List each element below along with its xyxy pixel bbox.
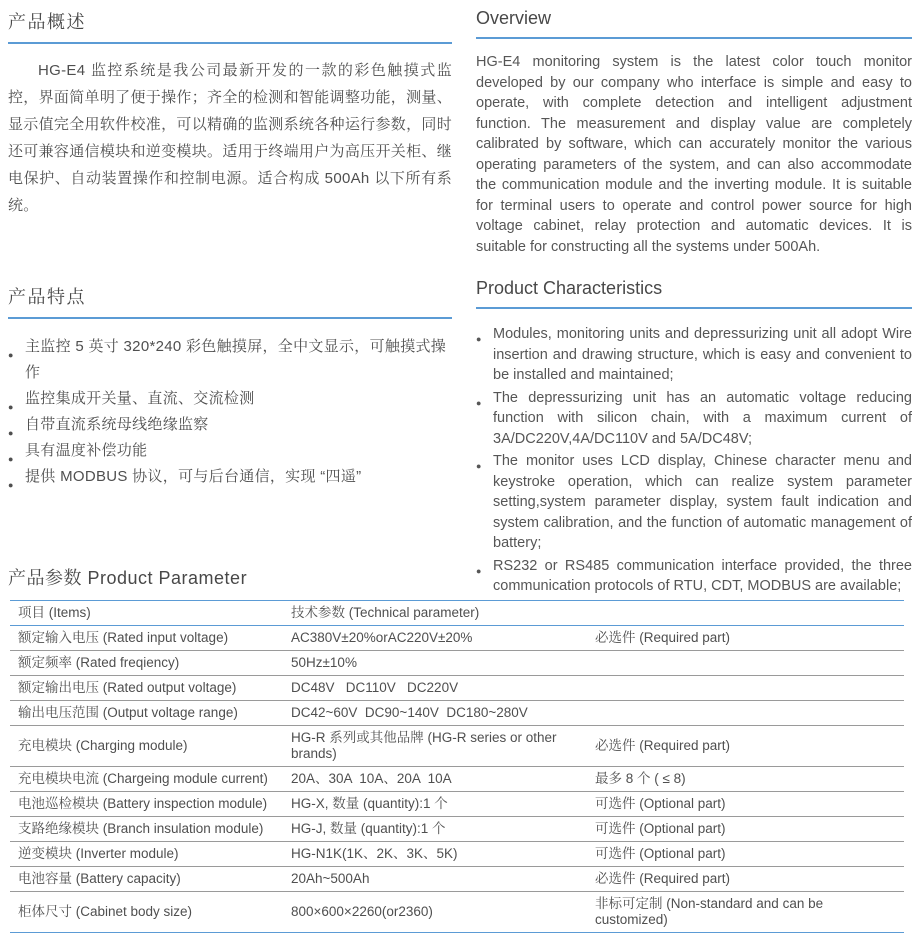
cell-item-label: 逆变模块 (Inverter module) [18,846,179,861]
feature-en-item: ● Modules, monitoring units and depressurizing unit all adopt Wire insertion and drawing structure, which is easy and convenient to be installed and maintained; [476,324,912,386]
cell-note: 可选件 (Optional part) [595,821,726,836]
cell-item-label: 支路绝缘模块 (Branch insulation module) [18,821,264,836]
table-row [10,651,904,676]
section-features-cn [8,283,452,490]
cell-item-label: 输出电压范围 (Output voltage range) [18,705,238,720]
overview-en-title: Overview [476,8,912,39]
cell-note: 必选件 (Required part) [595,630,731,645]
cell-note [587,676,904,701]
section-product-parameters [8,564,904,933]
cell-technical-parameter: HG-X, 数量 (quantity):1 个 [291,796,448,811]
table-row [10,842,904,867]
cell-technical-parameter: DC48V DC110V DC220V [291,680,459,695]
header-technical-parameter: 技术参数 (Technical parameter) [291,605,480,620]
table-row [10,626,904,651]
feature-en-item: ● RS232 or RS485 communication interface provided, the three communication protocols of RTU, CDT, MODBUS are available; [476,556,912,597]
cell-technical-parameter: DC42~60V DC90~140V DC180~280V [291,705,528,720]
table-header-row [10,601,904,626]
features-en-title: Product Characteristics [476,278,912,309]
header-items: 项目 (Items) [18,605,91,620]
cell-technical-parameter: 20A、30A 10A、20A 10A [291,771,452,786]
table-row [10,767,904,792]
table-row [10,676,904,701]
cell-item-label: 柜体尺寸 (Cabinet body size) [18,904,193,919]
cell-item-label: 电池巡检模块 (Battery inspection module) [18,796,268,811]
parameters-title: 产品参数 Product Parameter [8,568,248,588]
table-row [10,817,904,842]
overview-en-text: HG-E4 monitoring system is the latest color touch monitor developed by our company who interface is simple and easy to operate, with complete detection and intelligent adjustment function. The measurement and display value are completely calibrated by software, which can accurately monitor the various operating parameters of the system, and can also accommodate the communication module and the inverting module. It is suitable for terminal users to operate and control power source for high voltage cabinet, relay protection and automatic devices. It is suitable for constructing all the systems under 500Ah. [476,54,912,255]
cell-note: 必选件 (Required part) [595,738,731,753]
feature-cn-item: ● 具有温度补偿功能 [8,438,452,464]
parameters-table [10,600,904,933]
table-row [10,792,904,817]
section-overview-en [476,8,912,257]
parameters-table-header [10,601,904,626]
cell-technical-parameter: AC380V±20%orAC220V±20% [291,630,473,645]
overview-cn-title: 产品概述 [8,8,452,44]
feature-cn-item: ● 监控集成开关量、直流、交流检测 [8,386,452,412]
feature-en-item: ● The monitor uses LCD display, Chinese character menu and keystroke operation, which can realize system parameter setting,system parameter display, system fault indication and system calibration, and the function of automatic management of battery; [476,451,912,554]
cell-item-label: 额定输出电压 (Rated output voltage) [18,680,237,695]
cell-item-label: 额定频率 (Rated freqiency) [18,655,180,670]
cell-note [587,651,904,676]
feature-cn-item: ● 自带直流系统母线绝缘监察 [8,412,452,438]
cell-technical-parameter: HG-N1K(1K、2K、3K、5K) [291,846,458,861]
table-row [10,867,904,892]
header-note [587,601,904,626]
cell-item-label: 额定输入电压 (Rated input voltage) [18,630,229,645]
cell-note: 可选件 (Optional part) [595,846,726,861]
overview-cn-text: HG-E4 监控系统是我公司最新开发的一款的彩色触摸式监控，界面简单明了便于操作；齐全的检测和智能调整功能，测量、显示值完全用软件校准，可以精确的监测系统各种运行参数，同时还可兼容通信模块和逆变模块。适用于终端用户为高压开关柜、继电保护、自动装置操作和控制电源。适合构成 500Ah 以下所有系统。 [8,62,452,214]
section-overview-cn [8,8,452,219]
cell-technical-parameter: HG-R 系列或其他品牌 (HG-R series or other brands) [291,730,561,761]
table-row [10,701,904,726]
cell-technical-parameter: 800×600×2260(or2360) [291,904,433,919]
cell-technical-parameter: 20Ah~500Ah [291,871,370,886]
parameters-table-body [10,626,904,933]
cell-note: 可选件 (Optional part) [595,796,726,811]
feature-en-item: ● The depressurizing unit has an automatic voltage reducing function with silicon chain, with a maximum current of 3A/DC220V,4A/DC110V and 5A/DC48V; [476,388,912,450]
cell-item-label: 充电模块 (Charging module) [18,738,188,753]
cell-note [587,701,904,726]
cell-note: 最多 8 个 ( ≤ 8) [595,771,686,786]
features-cn-title: 产品特点 [8,283,452,319]
cell-technical-parameter: HG-J, 数量 (quantity):1 个 [291,821,446,836]
features-en-list [476,324,912,597]
cell-note: 非标可定制 (Non-standard and can be customized) [595,896,827,927]
cell-item-label: 充电模块电流 (Chargeing module current) [18,771,268,786]
table-row [10,726,904,767]
right-column [476,6,912,599]
section-features-en [476,278,912,597]
feature-cn-item: ● 提供 MODBUS 协议，可与后台通信，实现 “四遥” [8,464,452,490]
cell-note: 必选件 (Required part) [595,871,731,886]
cell-technical-parameter: 50Hz±10% [291,655,357,670]
features-cn-list [8,334,452,490]
table-row [10,892,904,933]
feature-cn-item: ● 主监控 5 英寸 320*240 彩色触摸屏，全中文显示，可触摸式操作 [8,334,452,386]
cell-item-label: 电池容量 (Battery capacity) [18,871,181,886]
left-column [8,6,452,599]
